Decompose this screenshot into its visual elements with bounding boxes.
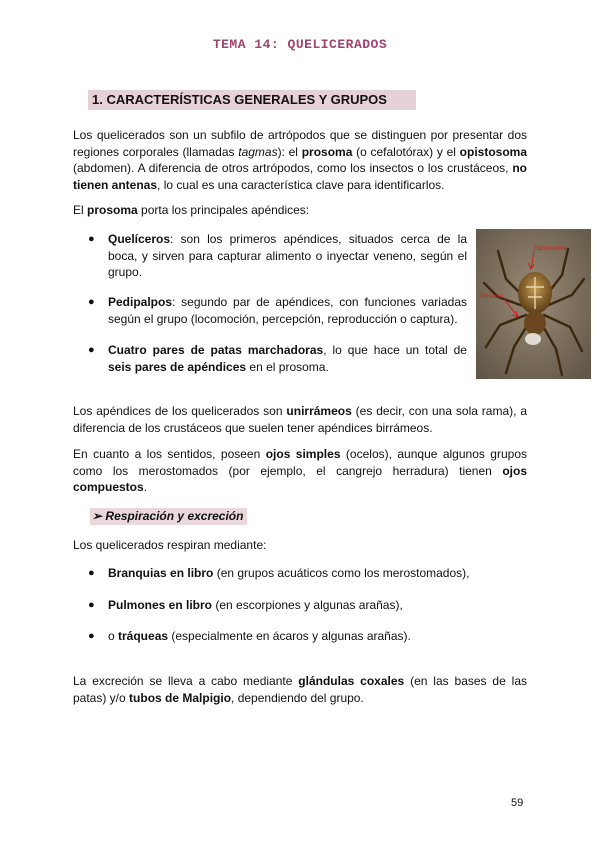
bullet-icon: ●: [88, 233, 95, 245]
text-run: Los apéndices de los quelicerados son: [73, 404, 287, 418]
text-run-bold: seis pares de apéndices: [108, 359, 247, 374]
eyes-paragraph: [73, 446, 527, 496]
text-run: (ocelos), aunque algunos grupos como los merostomados (por ejemplo, el cangrejo herradura) tienen: [73, 447, 527, 478]
bullet-icon: ●: [88, 296, 95, 308]
text-run-bold: Pulmones en libro: [108, 598, 213, 612]
page-number: 59: [511, 797, 524, 809]
list-item: [86, 294, 467, 327]
text-run-bold: Branquias en libro: [108, 566, 214, 580]
text-run: En cuanto a los sentidos, poseen: [73, 447, 266, 461]
text-run: : segundo par de apéndices, con funciones variadas según el grupo (locomoción, percepción, reproducción o captura).: [108, 295, 467, 326]
text-run-bold: Quelíceros: [108, 232, 171, 246]
text-run: (o cefalotórax) y el: [352, 144, 460, 159]
text-run: en el prosoma.: [246, 359, 329, 374]
text-run-bold: glándulas coxales: [298, 674, 405, 688]
text-run: (en grupos acuáticos como los merostomados),: [213, 566, 470, 580]
uniramous-paragraph: [73, 403, 527, 436]
text-run: (especialmente en ácaros y algunas arañas).: [168, 629, 411, 643]
page-title: TEMA 14: QUELICERADOS: [212, 37, 388, 52]
text-run-bold: opistosoma: [459, 144, 528, 159]
text-run-bold: ojos compuestos: [73, 463, 527, 494]
list-item: [86, 597, 540, 614]
text-run: (es decir, con una sola rama), a diferencia de los crustáceos que suelen tener apéndices birrámeos.: [73, 404, 528, 435]
text-run: (en las bases de las patas) y/o: [73, 674, 527, 705]
subsection-label: Respiración y excreción: [105, 509, 244, 523]
bullet-icon: ●: [88, 344, 95, 356]
text-run: (en escorpiones y algunas arañas),: [212, 598, 403, 612]
text-run: Los quelicerados son un subfilo de artrópodos que se distinguen por presentar dos regiones corporales (llamadas: [73, 128, 527, 159]
text-run: ): el: [277, 144, 302, 159]
text-run-bold: tubos de Malpigio: [129, 690, 232, 705]
list-item: [86, 565, 540, 582]
text-run: El: [73, 203, 88, 217]
list-item-text: [108, 231, 467, 281]
text-run: , lo que hace un total de: [323, 343, 467, 357]
text-run-bold: unirrámeos: [286, 404, 352, 418]
prosoma-shape: [524, 311, 546, 335]
list-item-text: [108, 628, 540, 645]
list-item-text: [108, 565, 540, 582]
bullet-icon: ●: [88, 630, 95, 642]
list-item: [86, 342, 467, 375]
list-item-text: [108, 597, 540, 614]
text-run-bold: Cuatro pares de patas marchadoras: [108, 343, 324, 357]
label-prosoma: Prosoma: [479, 294, 504, 300]
text-run-bold: ojos simples: [265, 447, 341, 461]
list-item: [86, 231, 467, 281]
excretion-paragraph: [73, 673, 527, 706]
bullet-icon: ●: [88, 567, 95, 579]
spider-photo: [476, 229, 591, 379]
intro-paragraph: [73, 127, 527, 193]
text-run-bold: Pedipalpos: [108, 295, 173, 309]
text-run: .: [143, 480, 148, 494]
text-run-bold: no tienen antenas: [73, 161, 527, 192]
text-run: , lo cual es una característica clave para identificarlos.: [157, 177, 445, 192]
text-run-italic: tagmas: [238, 144, 278, 159]
subsection-heading: [90, 508, 247, 525]
arrow-icon: ➢: [92, 509, 103, 523]
section-heading: 1. CARACTERÍSTICAS GENERALES Y GRUPOS: [88, 90, 416, 110]
text-run: (abdomen). A diferencia de otros artrópodos, como los insectos o los crustáceos,: [73, 161, 513, 175]
bullet-icon: ●: [88, 599, 95, 611]
text-run-bold: prosoma: [301, 144, 353, 159]
breathing-intro: Los quelicerados respiran mediante:: [73, 538, 267, 552]
list-item: [86, 628, 540, 645]
text-run: o: [108, 629, 119, 643]
text-run: porta los principales apéndices:: [137, 203, 310, 217]
text-run: La excreción se lleva a cabo mediante: [73, 674, 299, 688]
prey-shape: [525, 333, 541, 345]
text-run-bold: tráqueas: [118, 629, 169, 643]
text-run: : son los primeros apéndices, situados cerca de la boca, y sirven para capturar alimento o inyectar veneno, según el grupo.: [108, 232, 467, 279]
text-run: , dependiendo del grupo.: [231, 690, 364, 705]
list-item-text: [108, 342, 467, 375]
text-run-bold: prosoma: [87, 203, 138, 217]
prosoma-paragraph: [73, 202, 527, 219]
label-opistosoma: Opistosoma: [534, 246, 567, 252]
list-item-text: [108, 294, 467, 327]
